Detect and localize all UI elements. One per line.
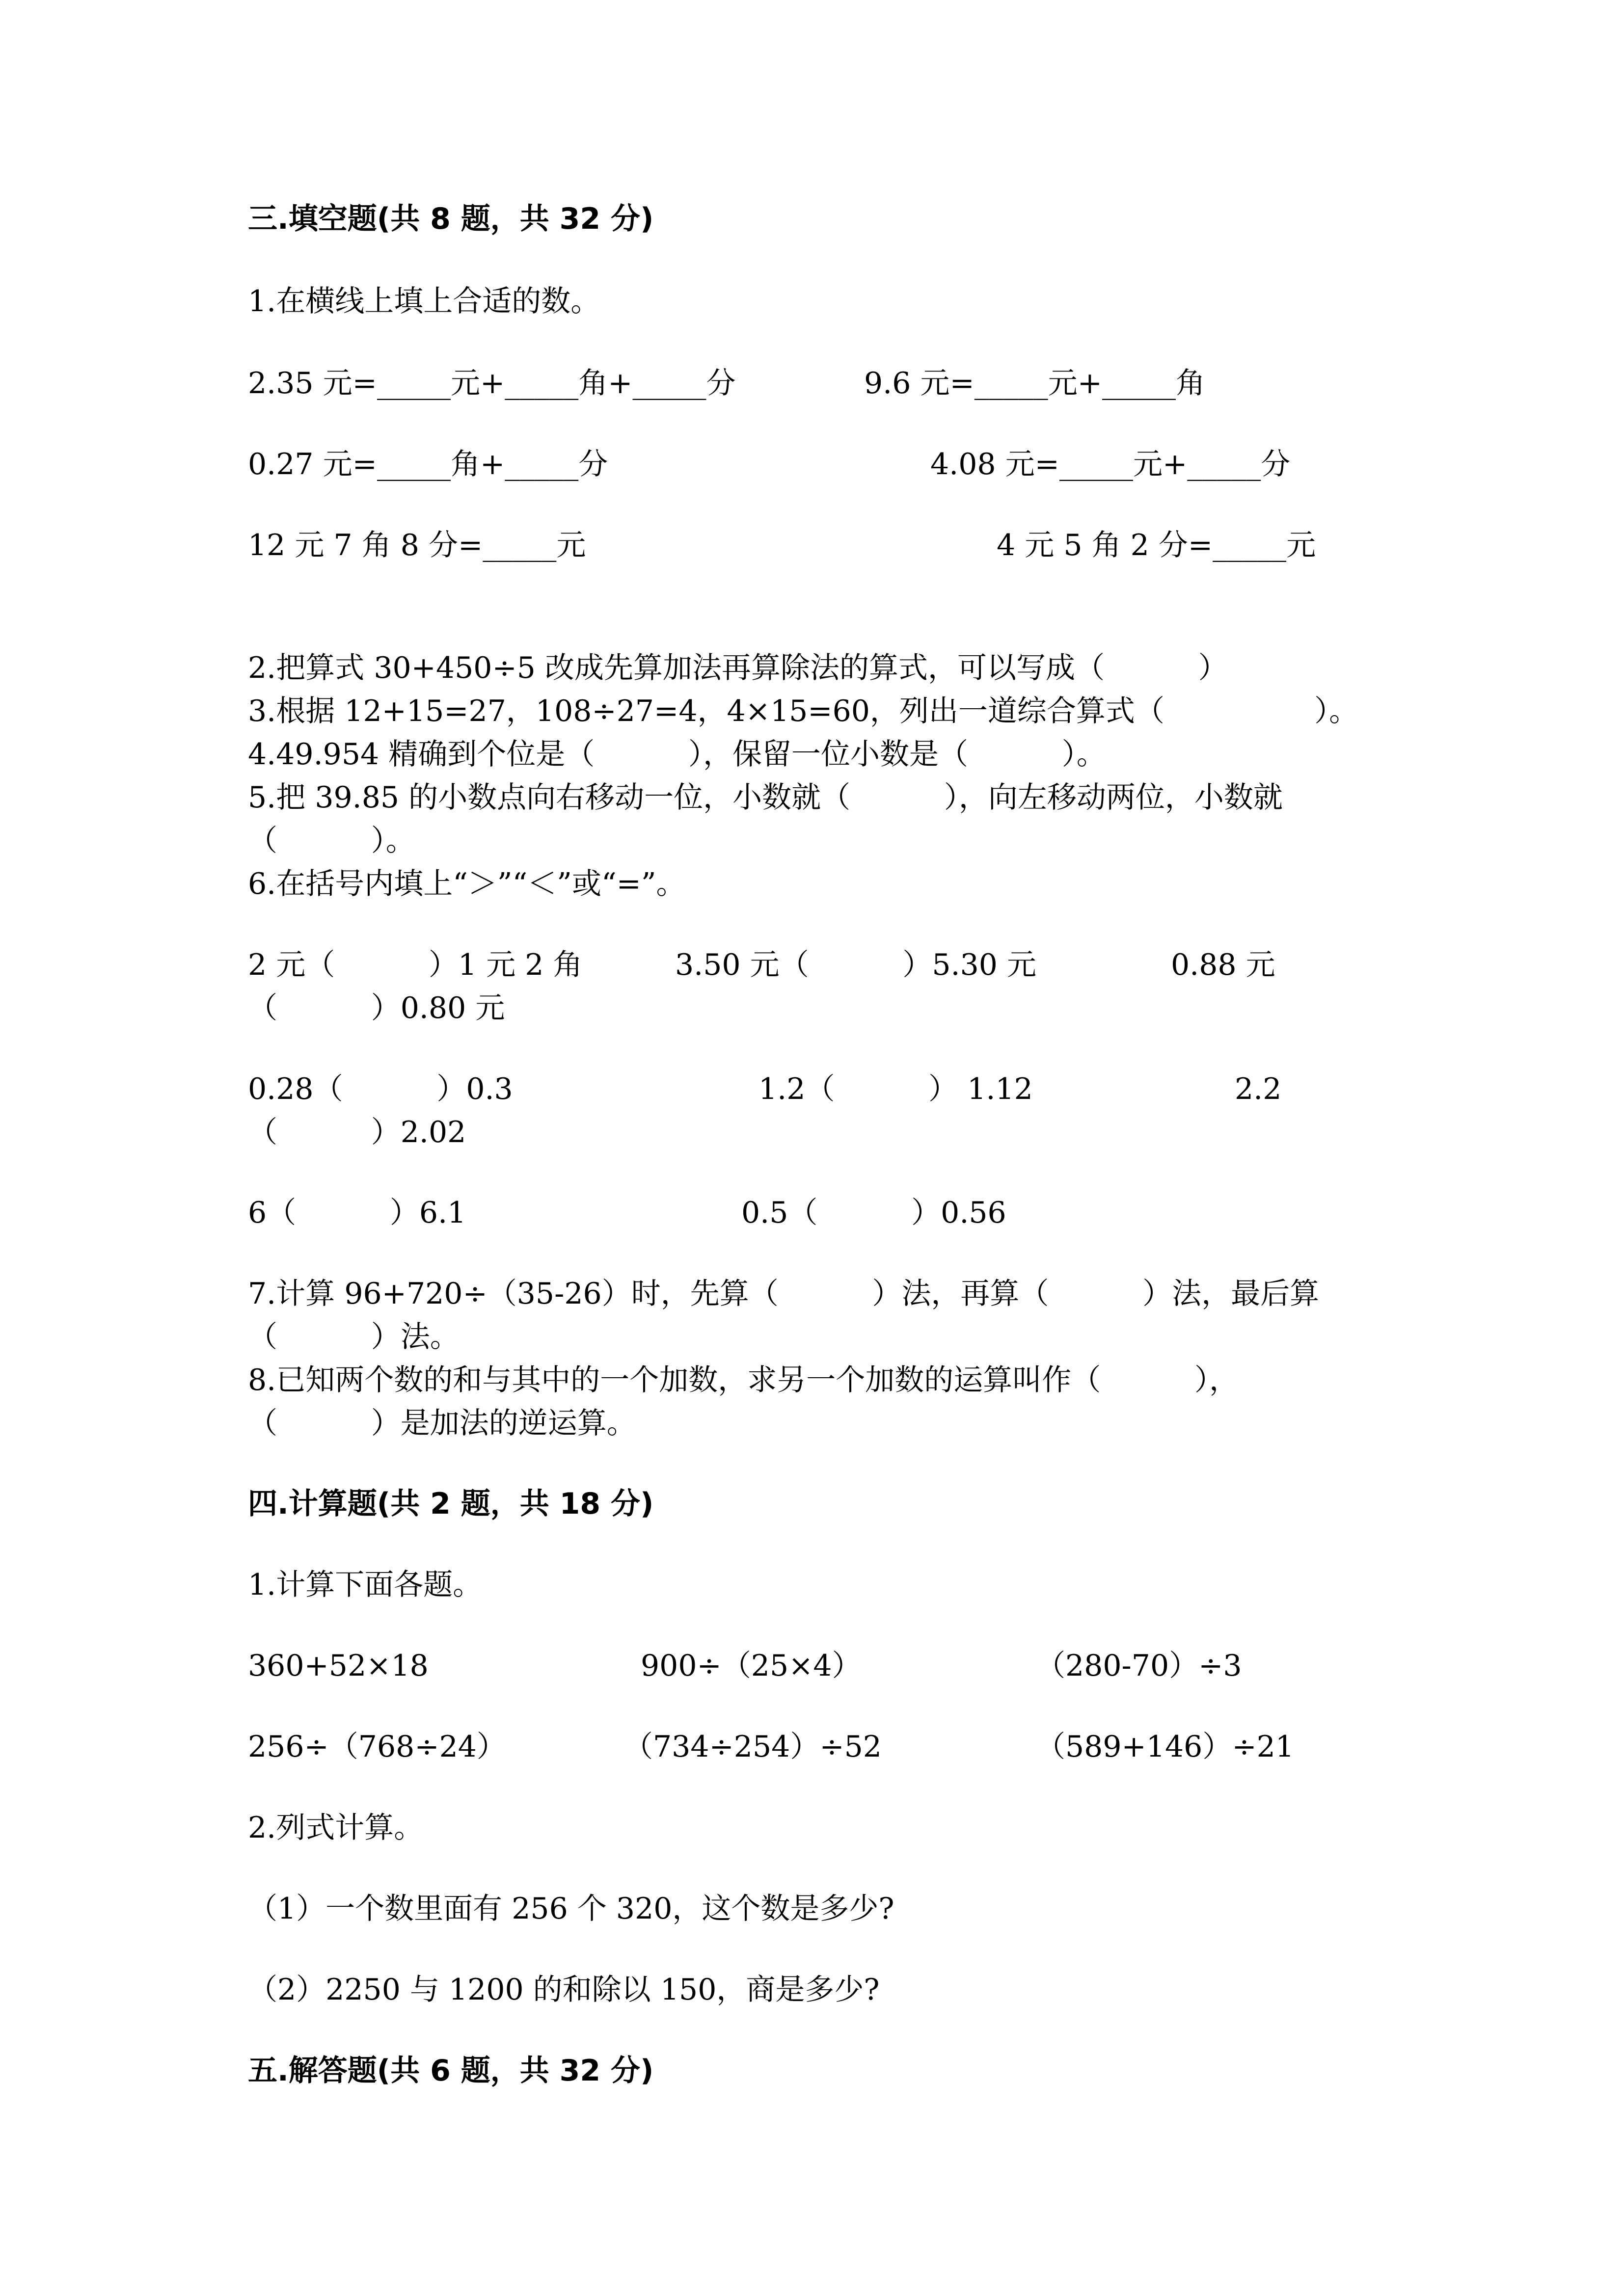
list-calc-stem: 2.列式计算。 xyxy=(248,1811,424,1845)
q6-row2-c: 2.2 xyxy=(1235,1072,1282,1106)
calc-item-3: （280-70）÷3 xyxy=(1036,1649,1242,1683)
q5-line2: （ ）。 xyxy=(248,824,415,858)
q6-row2-a: 0.28（ ）0.3 xyxy=(248,1072,513,1106)
section-5-title: 五.解答题(共 6 题，共 32 分) xyxy=(248,2054,654,2088)
q7-line1: 7.计算 96+720÷（35-26）时，先算（ ）法，再算（ ）法，最后算 xyxy=(248,1277,1320,1311)
q5-line1: 5.把 39.85 的小数点向右移动一位，小数就（ ），向左移动两位，小数就 xyxy=(248,780,1283,815)
q1-row1-left: 2.35 元=_____元+_____角+_____分 xyxy=(248,366,736,400)
q6-row3-a: 6（ ）6.1 xyxy=(248,1196,466,1230)
section-4-title: 四.计算题(共 2 题，共 18 分) xyxy=(248,1487,654,1521)
q6-stem: 6.在括号内填上“＞”“＜”或“=”。 xyxy=(248,867,686,901)
calc-item-5: （734÷254）÷52 xyxy=(623,1730,882,1764)
q2: 2.把算式 30+450÷5 改成先算加法再算除法的算式，可以写成（ ） xyxy=(248,651,1228,685)
q3: 3.根据 12+15=27，108÷27=4，4×15=60，列出一道综合算式（ ）。 xyxy=(248,694,1359,728)
q1-stem: 1.在横线上填上合适的数。 xyxy=(248,284,600,319)
section-3-title: 三.填空题(共 8 题，共 32 分) xyxy=(248,202,654,236)
calc-item-1: 360+52×18 xyxy=(248,1649,429,1683)
q1-row2-left: 0.27 元=_____角+_____分 xyxy=(248,447,608,481)
q1-row2-right: 4.08 元=_____元+_____分 xyxy=(930,447,1291,481)
q6-row2-b: 1.2（ ） 1.12 xyxy=(758,1072,1033,1106)
q1-row3-right: 4 元 5 角 2 分=_____元 xyxy=(997,528,1316,562)
q1-row3-left: 12 元 7 角 8 分=_____元 xyxy=(248,528,586,562)
q7-line2: （ ）法。 xyxy=(248,1320,460,1354)
list-calc-item-2: （2）2250 与 1200 的和除以 150，商是多少? xyxy=(248,1973,880,2007)
q8-line1: 8.已知两个数的和与其中的一个加数，求另一个加数的运算叫作（ ）， xyxy=(248,1363,1239,1397)
q6-row3-b: 0.5（ ）0.56 xyxy=(741,1196,1006,1230)
q4: 4.49.954 精确到个位是（ ），保留一位小数是（ ）。 xyxy=(248,737,1106,772)
list-calc-item-1: （1）一个数里面有 256 个 320，这个数是多少? xyxy=(248,1892,894,1926)
q1-row1-right: 9.6 元=_____元+_____角 xyxy=(864,366,1206,400)
calc-item-4: 256÷（768÷24） xyxy=(248,1730,506,1764)
q6-row2-d: （ ）2.02 xyxy=(248,1115,466,1149)
q6-row1-a: 2 元（ ）1 元 2 角 xyxy=(248,948,583,982)
calc-stem: 1.计算下面各题。 xyxy=(248,1568,483,1602)
calc-item-2: 900÷（25×4） xyxy=(641,1649,862,1683)
q6-row1-d: （ ）0.80 元 xyxy=(248,991,505,1025)
q8-line2: （ ）是加法的逆运算。 xyxy=(248,1406,636,1441)
q6-row1-c: 0.88 元 xyxy=(1171,948,1275,982)
calc-item-6: （589+146）÷21 xyxy=(1036,1730,1294,1764)
q6-row1-b: 3.50 元（ ）5.30 元 xyxy=(675,948,1037,982)
